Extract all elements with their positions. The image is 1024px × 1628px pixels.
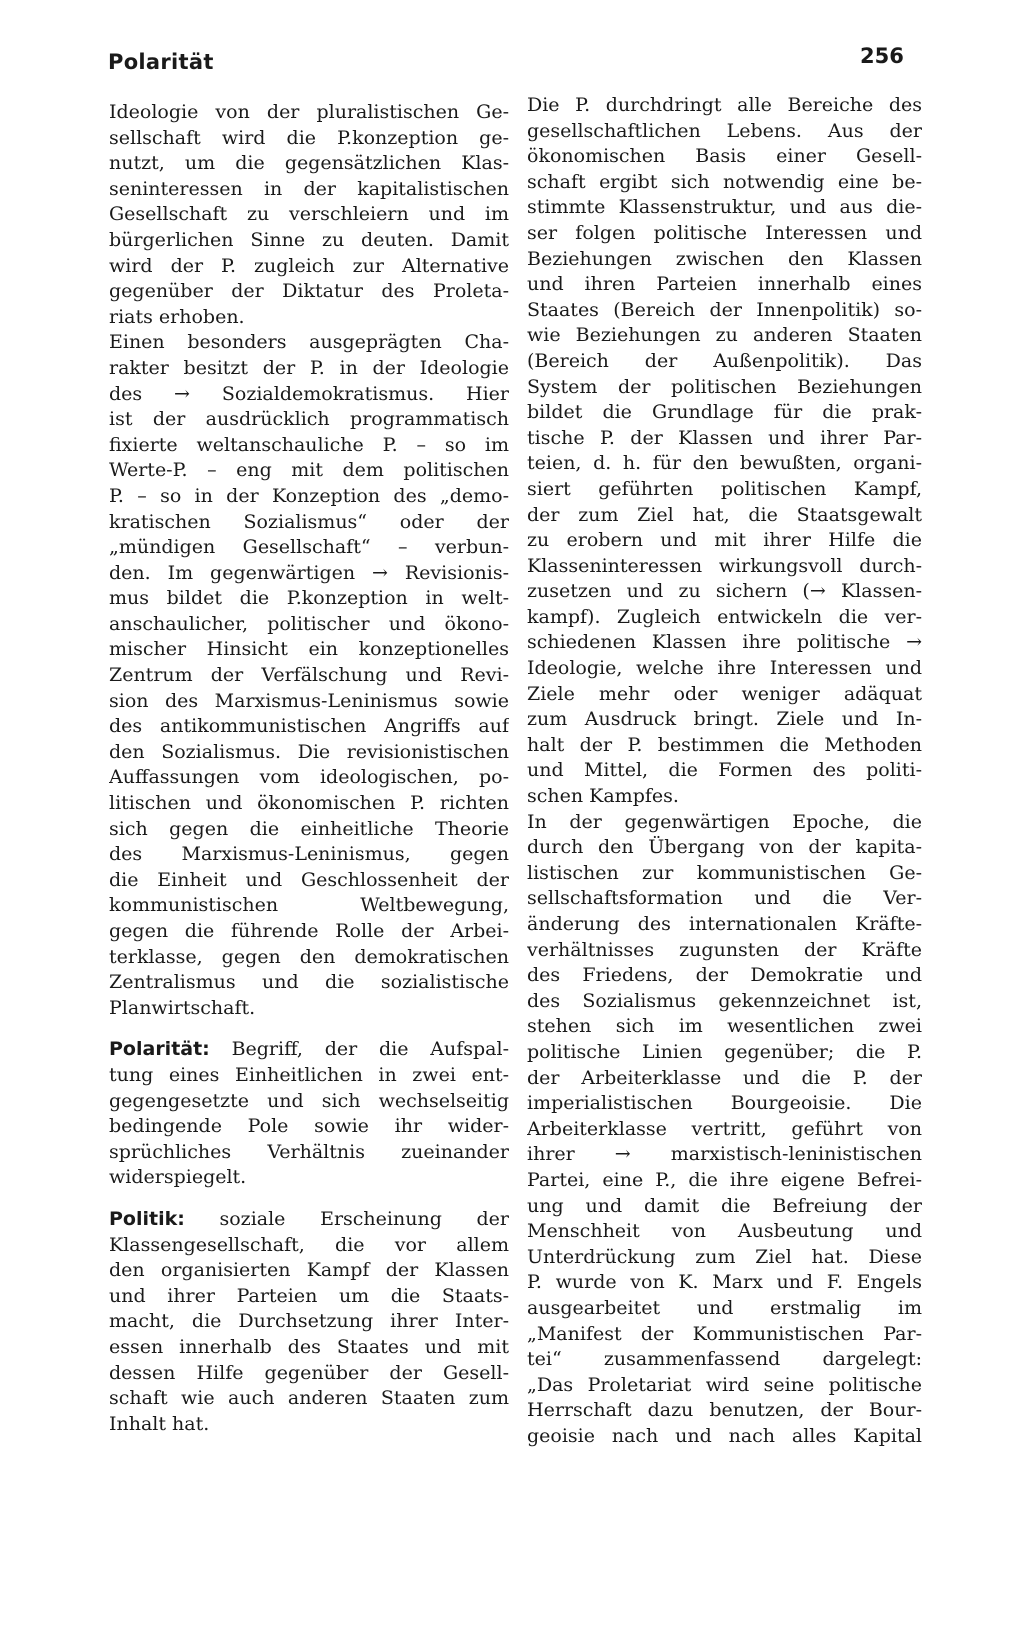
- text-line: des Sozialismus gekennzeichnet ist,: [527, 989, 922, 1012]
- text-line: Zentralismus und die sozialistische: [109, 971, 509, 994]
- text-line: mischer Hinsicht ein konzeptionelles: [109, 638, 509, 661]
- text-line: ausgearbeitet und erstmalig im: [527, 1296, 922, 1319]
- text-line: der Arbeiterklasse und die P. der: [527, 1066, 922, 1089]
- text-line: Herrschaft dazu benutzen, der Bour-: [527, 1399, 922, 1422]
- text-line: des Friedens, der Demokratie und: [527, 964, 922, 987]
- text-line: stehen sich im wesentlichen zwei: [527, 1015, 922, 1038]
- text-line: halt der P. bestimmen die Methoden: [527, 733, 922, 756]
- left-paragraph: [109, 100, 509, 1021]
- text-line: macht, die Durchsetzung ihrer Inter-: [109, 1310, 509, 1333]
- text-line: Unterdrückung zum Ziel hat. Diese: [527, 1245, 922, 1268]
- text-line: gesellschaftlichen Lebens. Aus der: [527, 119, 922, 142]
- text-line: fixierte weltanschauliche P. – so im: [109, 433, 509, 456]
- text-line: zusetzen und zu sichern (→ Klassen-: [527, 580, 922, 603]
- text-line: „mündigen Gesellschaft“ – verbun-: [109, 536, 509, 559]
- entry-term: Politik:: [109, 1207, 185, 1230]
- text-line: tei“ zusammenfassend dargelegt:: [527, 1348, 922, 1371]
- text-line: Zentrum der Verfälschung und Revi-: [109, 664, 509, 687]
- text-line: schiedenen Klassen ihre politische →: [527, 631, 922, 654]
- left-column: [109, 100, 509, 1437]
- text-line: sprüchliches Verhältnis zueinander: [109, 1140, 509, 1163]
- text-line: bürgerlichen Sinne zu deuten. Damit: [109, 228, 509, 251]
- entry-first-line: [109, 1037, 509, 1063]
- text-line: Die P. durchdringt alle Bereiche des: [527, 94, 922, 116]
- text-line: des antikommunistischen Angriffs auf: [109, 715, 509, 738]
- text-line: In der gegenwärtigen Epoche, die: [527, 810, 922, 833]
- text-line: ung und damit die Befreiung der: [527, 1194, 922, 1217]
- text-line: System der politischen Beziehungen: [527, 375, 922, 398]
- text-line: anschaulicher, politischer und ökono-: [109, 612, 509, 635]
- text-line: teien, d. h. für den bewußten, organi-: [527, 452, 922, 475]
- text-line: tung eines Einheitlichen in zwei ent-: [109, 1063, 509, 1086]
- text-line: Einen besonders ausgeprägten Cha-: [109, 331, 509, 354]
- text-line: verhältnisses zugunsten der Kräfte: [527, 938, 922, 961]
- text-line: Beziehungen zwischen den Klassen: [527, 247, 922, 270]
- text-line: P. wurde von K. Marx und F. Engels: [527, 1271, 922, 1294]
- text-line: Inhalt hat.: [109, 1412, 210, 1435]
- text-line: zum Ausdruck bringt. Ziele und In-: [527, 708, 922, 731]
- dictionary-entry-politik: [109, 1207, 509, 1437]
- text-line: sellschaftsformation und die Ver-: [527, 887, 922, 910]
- text-line: sich gegen die einheitliche Theorie: [109, 817, 509, 840]
- text-line: wird der P. zugleich zur Alternative: [109, 254, 509, 277]
- text-line: geoisie nach und nach alles Kapital: [527, 1424, 922, 1447]
- text-line: Planwirtschaft.: [109, 996, 256, 1019]
- text-line: bildet die Grundlage für die prak-: [527, 401, 922, 424]
- text-line: terklasse, gegen den demokratischen: [109, 945, 509, 968]
- text-line: und ihren Parteien innerhalb eines: [527, 273, 922, 296]
- text-line: politische Linien gegenüber; die P.: [527, 1040, 922, 1063]
- text-line: P. – so in der Konzeption des „demo-: [109, 484, 509, 507]
- text-line: „Das Proletariat wird seine politische: [527, 1373, 922, 1396]
- text-line: gegenüber der Diktatur des Proleta-: [109, 280, 509, 303]
- text-line: sion des Marxismus-Leninismus sowie: [109, 689, 509, 712]
- text-line: Ideologie von der pluralistischen Ge-: [109, 101, 509, 123]
- text-line: durch den Übergang von der kapita-: [527, 836, 922, 859]
- text-line: kommunistischen Weltbewegung,: [109, 894, 509, 917]
- text-line: schaft wie auch anderen Staaten zum: [109, 1387, 509, 1410]
- text-line: Arbeiterklasse vertritt, geführt von: [527, 1117, 922, 1140]
- right-column: [527, 93, 922, 1449]
- text-line: siert geführten politischen Kampf,: [527, 477, 922, 500]
- text-line: mus bildet die P.konzeption in welt-: [109, 587, 509, 610]
- text-line: Ziele mehr oder weniger adäquat: [527, 682, 922, 705]
- text-line: schaft ergibt sich notwendig eine be-: [527, 170, 922, 193]
- text-line: sellschaft wird die P.konzeption ge-: [109, 126, 509, 149]
- text-line: und Mittel, die Formen des politi-: [527, 759, 922, 782]
- text-line: kratischen Sozialismus“ oder der: [109, 510, 509, 533]
- text-line: kampf). Zugleich entwickeln die ver-: [527, 605, 922, 628]
- text-line: gegen die führende Rolle der Arbei-: [109, 920, 509, 942]
- text-line: den organisierten Kampf der Klassen: [109, 1259, 509, 1282]
- entry-first-line: [109, 1207, 509, 1233]
- text-line: seninteressen in der kapitalistischen: [109, 177, 509, 200]
- text-line: listischen zur kommunistischen Ge-: [527, 861, 922, 884]
- text-line: Begriff, der die Aufspal-: [209, 1038, 509, 1061]
- text-line: widerspiegelt.: [109, 1166, 247, 1189]
- text-line: änderung des internationalen Kräfte-: [527, 913, 922, 935]
- text-line: stimmte Klassenstruktur, und aus die-: [527, 196, 922, 219]
- text-line: des → Sozialdemokratismus. Hier: [109, 382, 509, 405]
- text-line: Klasseninteressen wirkungsvoll durch-: [527, 554, 922, 577]
- text-line: zu erobern und mit ihrer Hilfe die: [527, 529, 922, 552]
- text-line: ser folgen politische Interessen und: [527, 221, 922, 244]
- text-line: wie Beziehungen zu anderen Staaten: [527, 324, 922, 347]
- text-line: gegengesetzte und sich wechselseitig: [109, 1089, 509, 1112]
- text-line: Gesellschaft zu verschleiern und im: [109, 203, 509, 226]
- text-line: „Manifest der Kommunistischen Par-: [527, 1322, 922, 1345]
- text-line: essen innerhalb des Staates und mit: [109, 1335, 509, 1358]
- text-line: soziale Erscheinung der: [184, 1207, 509, 1230]
- text-line: Auffassungen vom ideologischen, po-: [109, 766, 509, 789]
- text-line: bedingende Pole sowie ihr wider-: [109, 1115, 509, 1138]
- text-line: Werte-P. – eng mit dem politischen: [109, 459, 509, 482]
- text-line: dessen Hilfe gegenüber der Gesell-: [109, 1361, 509, 1384]
- text-line: und ihrer Parteien um die Staats-: [109, 1284, 509, 1307]
- entry-term: Polarität:: [109, 1038, 210, 1061]
- text-line: Klassengesellschaft, die vor allem: [109, 1233, 509, 1256]
- text-line: den. Im gegenwärtigen → Revisionis-: [109, 561, 509, 584]
- text-line: den Sozialismus. Die revisionistischen: [109, 740, 509, 763]
- text-line: die Einheit und Geschlossenheit der: [109, 868, 509, 891]
- text-line: litischen und ökonomischen P. richten: [109, 792, 509, 815]
- text-line: Ideologie, welche ihre Interessen und: [527, 657, 922, 680]
- text-line: der zum Ziel hat, die Staatsgewalt: [527, 503, 922, 526]
- text-line: (Bereich der Außenpolitik). Das: [527, 349, 922, 372]
- text-line: rakter besitzt der P. in der Ideologie: [109, 356, 509, 379]
- text-line: ökonomischen Basis einer Gesell-: [527, 145, 922, 168]
- spacer: [109, 1021, 509, 1037]
- text-line: riats erhoben.: [109, 305, 245, 328]
- text-line: des Marxismus-Leninismus, gegen: [109, 843, 509, 866]
- dictionary-entry-polaritaet: [109, 1037, 509, 1191]
- text-line: Partei, eine P., die ihre eigene Befrei-: [527, 1168, 922, 1191]
- text-line: Menschheit von Ausbeutung und: [527, 1220, 922, 1243]
- text-line: nutzt, um die gegensätzlichen Klas-: [109, 152, 509, 175]
- text-line: imperialistischen Bourgeoisie. Die: [527, 1092, 922, 1115]
- text-line: schen Kampfes.: [527, 785, 679, 808]
- spacer: [109, 1191, 509, 1207]
- text-line: ist der ausdrücklich programmatisch: [109, 408, 509, 431]
- page-number: 256: [860, 44, 904, 68]
- text-line: Staates (Bereich der Innenpolitik) so-: [527, 298, 922, 321]
- text-line: tische P. der Klassen und ihrer Par-: [527, 426, 922, 449]
- running-head: Polarität: [108, 50, 214, 74]
- text-line: ihrer → marxistisch-leninistischen: [527, 1143, 922, 1166]
